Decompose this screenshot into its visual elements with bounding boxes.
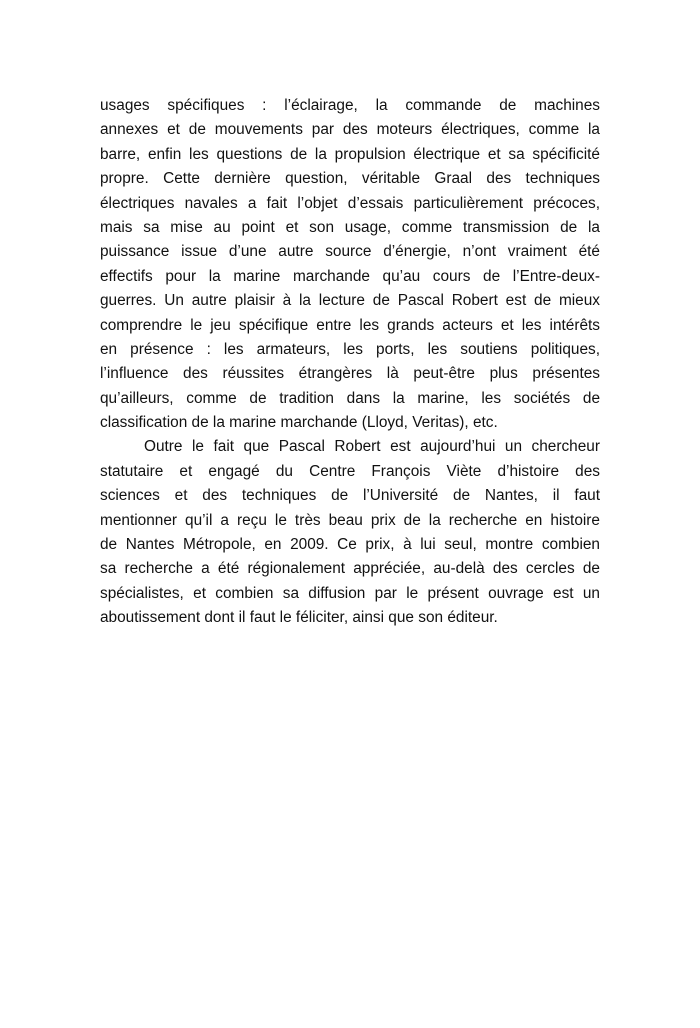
text-line: puissance issue d’une autre source d’énergie, n’ont vraiment été (100, 243, 600, 261)
paragraph-1 (100, 94, 600, 435)
body-text (100, 94, 600, 631)
text-line: aboutissement dont il faut le féliciter, ainsi que son éditeur. (100, 609, 498, 627)
text-line: classification de la marine marchande (Lloyd, Veritas), etc. (100, 414, 498, 432)
text-line: statutaire et engagé du Centre François Viète d’histoire des (100, 462, 600, 480)
text-line: barre, enfin les questions de la propulsion électrique et sa spécificité (100, 145, 600, 163)
text-line: spécialistes, et combien sa diffusion par le présent ouvrage est un (100, 584, 600, 602)
paragraph-2 (100, 435, 600, 630)
text-line: Outre le fait que Pascal Robert est aujourd’hui un chercheur (144, 438, 600, 456)
text-line: l’influence des réussites étrangères là peut-être plus présentes (100, 365, 600, 383)
text-line: usages spécifiques : l’éclairage, la commande de machines (100, 97, 600, 114)
text-line: guerres. Un autre plaisir à la lecture de Pascal Robert est de mieux (100, 292, 600, 310)
text-line: sciences et des techniques de l’Université de Nantes, il faut (100, 487, 600, 505)
text-line: mais sa mise au point et son usage, comme transmission de la (100, 218, 600, 236)
text-line: mentionner qu’il a reçu le très beau prix de la recherche en histoire (100, 511, 600, 529)
text-line: effectifs pour la marine marchande qu’au cours de l’Entre-deux- (100, 267, 600, 285)
text-line: électriques navales a fait l’objet d’essais particulièrement précoces, (100, 194, 600, 212)
text-line: propre. Cette dernière question, véritable Graal des techniques (100, 170, 600, 188)
text-line: qu’ailleurs, comme de tradition dans la marine, les sociétés de (100, 389, 600, 407)
text-line: sa recherche a été régionalement appréciée, au-delà des cercles de (100, 560, 600, 578)
text-line: de Nantes Métropole, en 2009. Ce prix, à lui seul, montre combien (100, 536, 600, 554)
text-line: comprendre le jeu spécifique entre les grands acteurs et les intérêts (100, 316, 600, 334)
text-line: en présence : les armateurs, les ports, les soutiens politiques, (100, 340, 600, 358)
text-line: annexes et de mouvements par des moteurs électriques, comme la (100, 121, 600, 139)
